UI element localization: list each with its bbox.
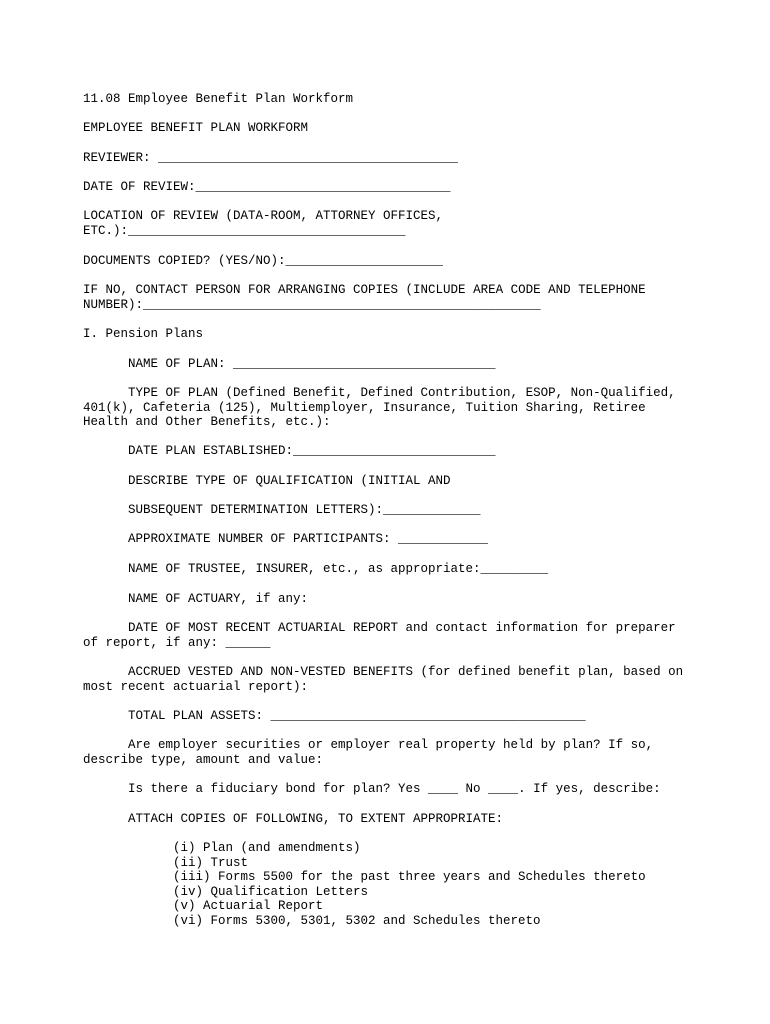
documents-copied-field: DOCUMENTS COPIED? (YES/NO):_____________________	[83, 254, 444, 268]
date-of-review-field: DATE OF REVIEW:__________________________________	[83, 180, 451, 194]
section-heading: I. Pension Plans	[83, 327, 204, 341]
location-field-line-2: ETC.):_____________________________________	[83, 224, 406, 238]
type-of-plan-line-3: Health and Other Benefits, etc.):	[83, 415, 331, 429]
contact-person-line-2: NUMBER):_____________________________________________________	[83, 298, 541, 312]
contact-person-line-1: IF NO, CONTACT PERSON FOR ARRANGING COPIES (INCLUDE AREA CODE AND TELEPHONE	[83, 283, 646, 297]
reviewer-field: REVIEWER: ________________________________________	[83, 151, 459, 165]
actuarial-report-line-1: DATE OF MOST RECENT ACTUARIAL REPORT and contact information for preparer	[128, 621, 676, 635]
actuarial-report-line-2: of report, if any: ______	[83, 636, 271, 650]
employer-securities-line-1: Are employer securities or employer real property held by plan? If so,	[128, 738, 654, 752]
type-of-plan-line-1: TYPE OF PLAN (Defined Benefit, Defined Contribution, ESOP, Non-Qualified,	[128, 386, 676, 400]
fiduciary-bond-field: Is there a fiduciary bond for plan? Yes ____ No ____. If yes, describe:	[128, 782, 661, 796]
total-plan-assets-field: TOTAL PLAN ASSETS: __________________________________________	[128, 709, 586, 723]
document-title: EMPLOYEE BENEFIT PLAN WORKFORM	[83, 121, 309, 135]
actuary-field: NAME OF ACTUARY, if any:	[128, 592, 309, 606]
trustee-field: NAME OF TRUSTEE, INSURER, etc., as appropriate:_________	[128, 562, 549, 576]
accrued-benefits-line-1: ACCRUED VESTED AND NON-VESTED BENEFITS (for defined benefit plan, based on	[128, 665, 684, 679]
name-of-plan-field: NAME OF PLAN: ___________________________________	[128, 357, 496, 371]
attachment-item: (v) Actuarial Report	[173, 899, 324, 913]
attachment-item: (i) Plan (and amendments)	[173, 841, 361, 855]
accrued-benefits-line-2: most recent actuarial report):	[83, 680, 309, 694]
type-of-plan-line-2: 401(k), Cafeteria (125), Multiemployer, Insurance, Tuition Sharing, Retiree	[83, 401, 646, 415]
location-field-line-1: LOCATION OF REVIEW (DATA-ROOM, ATTORNEY OFFICES,	[83, 209, 444, 223]
participants-field: APPROXIMATE NUMBER OF PARTICIPANTS: ____________	[128, 532, 489, 546]
attachment-item: (vi) Forms 5300, 5301, 5302 and Schedules thereto	[173, 914, 541, 928]
qualification-line-1: DESCRIBE TYPE OF QUALIFICATION (INITIAL AND	[128, 474, 451, 488]
attachment-item: (iii) Forms 5500 for the past three years and Schedules thereto	[173, 870, 646, 884]
document-heading: 11.08 Employee Benefit Plan Workform	[83, 92, 354, 106]
attachment-item: (ii) Trust	[173, 856, 249, 870]
date-plan-established-field: DATE PLAN ESTABLISHED:___________________________	[128, 444, 496, 458]
employer-securities-line-2: describe type, amount and value:	[83, 753, 324, 767]
attachment-item: (iv) Qualification Letters	[173, 885, 369, 899]
qualification-line-2: SUBSEQUENT DETERMINATION LETTERS):_____________	[128, 503, 481, 517]
attach-copies-heading: ATTACH COPIES OF FOLLOWING, TO EXTENT APPROPRIATE:	[128, 812, 504, 826]
